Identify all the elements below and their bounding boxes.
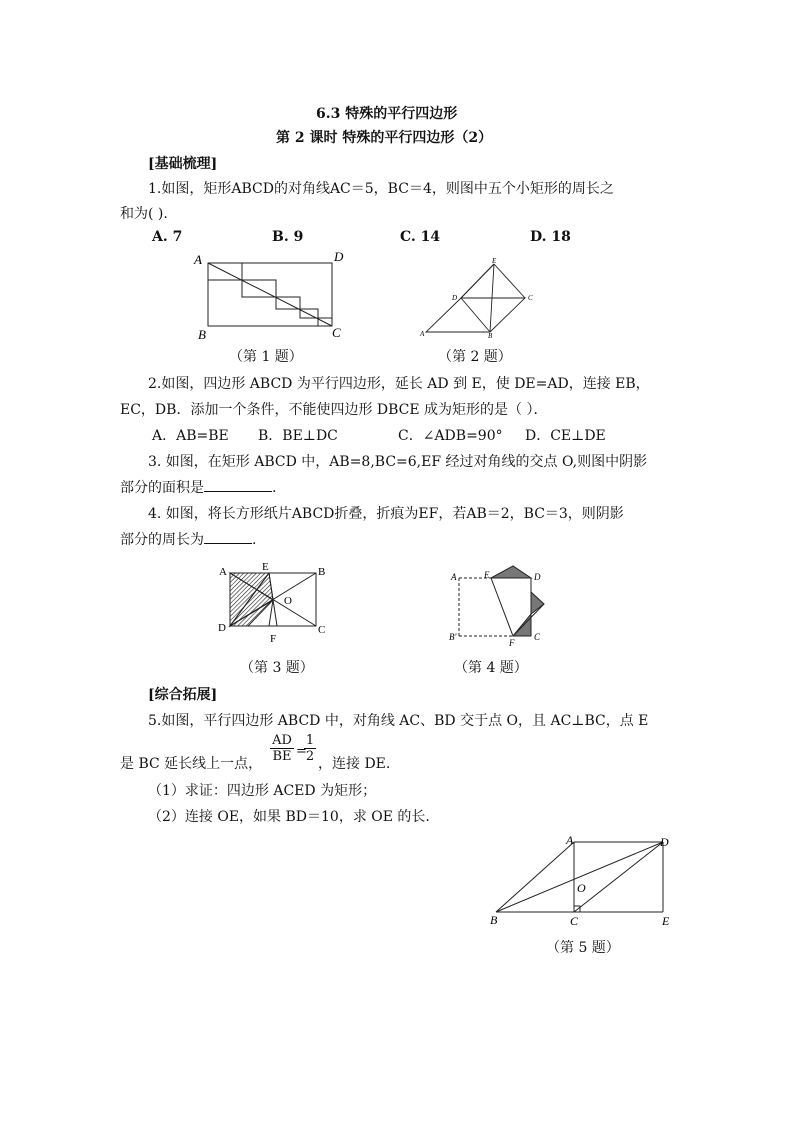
q5-frac-den: BE — [270, 748, 294, 764]
q1-option-d: D. 18 — [530, 229, 571, 245]
q2-option-b: B．BE⊥DC — [258, 428, 338, 444]
page-subtitle: 第 2 课时 特殊的平行四边形（2） — [276, 130, 493, 146]
q1-line1: 1.如图，矩形ABCD的对角线AC＝5，BC＝4，则图中五个小矩形的周长之 — [148, 181, 614, 197]
fig5-label-e: E — [662, 914, 670, 928]
figure-5 — [486, 832, 676, 930]
fig1-label-b: B — [198, 327, 206, 342]
fig5-label-a: A — [566, 833, 574, 847]
q5-frac-num: AD — [272, 733, 292, 748]
fig3-label-d: D — [218, 622, 226, 634]
fig2-label-a: A — [420, 330, 425, 338]
caption-fig4: （第 4 题） — [454, 660, 528, 676]
fig1-label-d: D — [334, 249, 344, 264]
q5-line1: 5.如图，平行四边形 ABCD 中，对角线 AC、BD 交于点 O，且 AC⊥BC，点 E — [148, 713, 649, 729]
caption-fig1: （第 1 题） — [229, 349, 303, 365]
q2-line2: EC，DB．添加一个条件，不能使四边形 DBCE 成为矩形的是（ ）． — [120, 402, 548, 418]
fig1-label-c: C — [332, 325, 341, 340]
fig5-label-b: B — [490, 913, 498, 927]
fig3-label-c: C — [318, 624, 326, 636]
fig3-label-o: O — [284, 595, 292, 607]
fig4-label-a: A — [451, 572, 457, 582]
fig4-label-f: F — [509, 638, 515, 646]
fig3-label-b: B — [318, 566, 326, 578]
q5-frac-eq: = — [296, 744, 307, 759]
fig3-label-e: E — [262, 561, 269, 573]
q4-line2-text: 部分的周长为 — [120, 532, 204, 548]
fig3-label-a: A — [219, 566, 227, 578]
q5-part1: （1）求证：四边形 ACED 为矩形； — [148, 783, 377, 799]
q2-option-a: A．AB=BE — [152, 428, 229, 444]
q5-fraction-ad-be — [270, 733, 294, 764]
q3-line2 — [120, 477, 276, 497]
q1-option-c: C. 14 — [400, 229, 441, 245]
fig2-label-d: D — [452, 294, 458, 302]
q3-line2-text: 部分的面积是 — [120, 480, 204, 496]
figure-2 — [418, 256, 546, 338]
q2-option-d: D．CE⊥DE — [525, 428, 606, 444]
fig1-label-a: A — [194, 252, 202, 267]
figure-4 — [447, 562, 559, 646]
fig2-label-c: C — [528, 294, 533, 302]
q4-line2 — [120, 529, 256, 549]
q5-half-num: 1 — [305, 733, 315, 748]
fig4-label-e: E — [484, 570, 490, 580]
figure-1 — [190, 248, 350, 344]
q1-line2: 和为( ). — [120, 206, 168, 222]
q2-line1: 2.如图，四边形 ABCD 为平行四边形，延长 AD 到 E，使 DE=AD，连接 EB， — [148, 376, 650, 392]
fig5-label-o: O — [577, 881, 586, 895]
fig2-label-e: E — [492, 257, 497, 265]
fig5-label-c: C — [570, 914, 579, 928]
fig5-label-d: D — [660, 835, 669, 849]
figure-3 — [214, 560, 346, 646]
fig4-label-d: D — [534, 572, 541, 582]
section-basic: [基础梳理] — [148, 156, 218, 172]
caption-fig5: （第 5 题） — [546, 940, 620, 956]
q3-line2-end: . — [272, 480, 277, 496]
fig4-label-b-prime: B' — [449, 632, 457, 642]
q1-option-b: B. 9 — [272, 229, 304, 245]
page-title: 6.3 特殊的平行四边形 — [316, 106, 458, 122]
caption-fig2: （第 2 题） — [438, 349, 512, 365]
caption-fig3: （第 3 题） — [240, 660, 314, 676]
q2-option-c: C．∠ADB=90° — [398, 428, 503, 444]
q3-answer-blank[interactable] — [204, 477, 272, 492]
q5-line2-pre: 是 BC 延长线上一点， — [120, 756, 263, 772]
fig2-label-b: B — [488, 332, 493, 338]
q1-option-a: A. 7 — [152, 229, 183, 245]
fig3-label-f: F — [270, 633, 277, 645]
q4-answer-blank[interactable] — [204, 529, 252, 544]
q4-line1: 4. 如图，将长方形纸片ABCD折叠，折痕为EF，若AB＝2，BC＝3，则阴影 — [148, 506, 624, 522]
q4-line2-end: . — [252, 532, 257, 548]
q5-line2-post: ，连接 DE. — [318, 756, 391, 772]
section-extension: [综合拓展] — [148, 687, 218, 703]
q3-line1: 3. 如图，在矩形 ABCD 中，AB=8,BC=6,EF 经过对角线的交点 O,则图中阴影 — [148, 454, 648, 470]
q5-fraction-half — [304, 733, 316, 764]
fig4-label-c: C — [534, 632, 541, 642]
q5-half-den: 2 — [305, 749, 315, 764]
q5-part2: （2）连接 OE，如果 BD＝10，求 OE 的长. — [148, 809, 430, 825]
